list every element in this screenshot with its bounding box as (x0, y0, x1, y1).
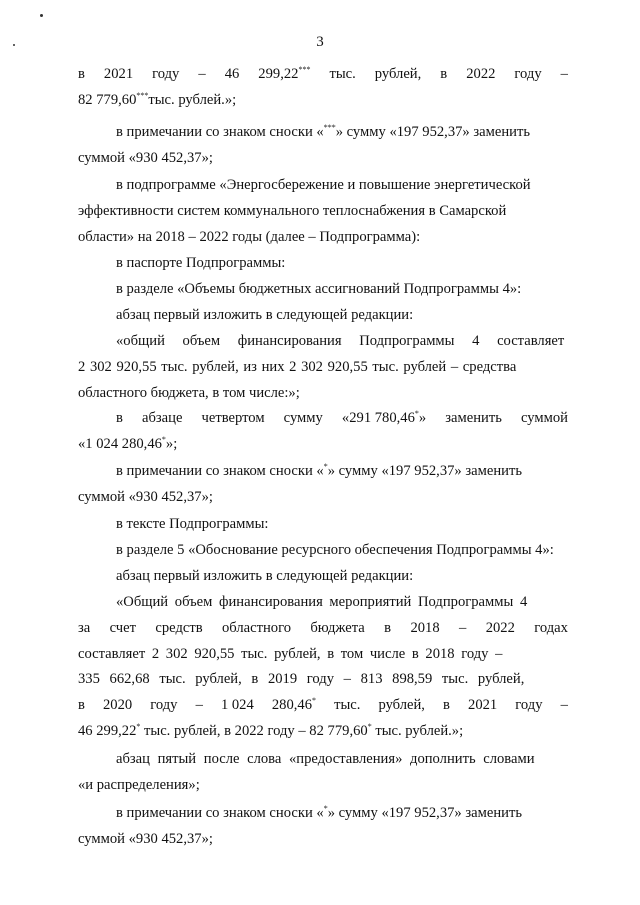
paragraph-first-line: в подпрограмме «Энергосбережение и повышение энергетической (116, 177, 531, 193)
paragraph-first-line: абзац пятый после слова «предоставления» дополнить словами (116, 751, 535, 767)
text-line: 2 302 920,55 тыс. рублей, из них 2 302 920,55 тыс. рублей – средства (78, 359, 517, 375)
paragraph-first-line: «общий объем финансирования Подпрограммы 4 составляет (116, 333, 565, 349)
text-line: за счет средств областного бюджета в 2018 – 2022 годах (78, 620, 568, 636)
footnote-mark: * (323, 462, 328, 471)
text-line: суммой «930 452,37»; (78, 489, 213, 505)
text-line: «и распределения»; (78, 777, 200, 793)
text-line: суммой «930 452,37»; (78, 831, 213, 847)
text-line: области» на 2018 – 2022 годы (далее – Подпрограмма): (78, 229, 421, 245)
text-line: в 2020 году – 1 024 280,46* тыс. рублей, в 2021 году – (78, 696, 568, 713)
paragraph-first-line: в разделе «Объемы бюджетных ассигнований Подпрограммы 4»: (116, 281, 522, 297)
footnote-mark: * (323, 804, 328, 813)
text-line: составляет 2 302 920,55 тыс. рублей, в том числе в 2018 году – (78, 646, 503, 662)
footnote-mark: *** (136, 91, 149, 100)
paragraph-first-line: в тексте Подпрограммы: (116, 516, 269, 532)
paragraph-first-line: в примечании со знаком сноски «***» сумму «197 952,37» заменить (116, 123, 530, 140)
text-line: эффективности систем коммунального теплоснабжения в Самарской (78, 203, 507, 219)
footnote-mark: * (161, 435, 166, 444)
text-line: 82 779,60***тыс. рублей.»; (78, 91, 237, 108)
scan-speck (40, 14, 43, 17)
footnote-mark: * (312, 696, 316, 705)
footnote-mark: * (136, 722, 141, 731)
text-line: «1 024 280,46*»; (78, 435, 178, 452)
paragraph-first-line: абзац первый изложить в следующей редакции: (116, 307, 414, 323)
paragraph-first-line: в разделе 5 «Обоснование ресурсного обеспечения Подпрограммы 4»: (116, 542, 554, 558)
text-line: суммой «930 452,37»; (78, 150, 213, 166)
text-line: 46 299,22* тыс. рублей, в 2022 году – 82 779,60* тыс. рублей.»; (78, 722, 464, 739)
paragraph-first-line: в паспорте Подпрограммы: (116, 255, 286, 271)
paragraph-first-line: «Общий объем финансирования мероприятий Подпрограммы 4 (116, 594, 528, 610)
footnote-mark: *** (298, 65, 311, 74)
footnote-mark: * (414, 409, 419, 418)
paragraph-first-line: абзац первый изложить в следующей редакции: (116, 568, 414, 584)
text-line: 335 662,68 тыс. рублей, в 2019 году – 813 898,59 тыс. рублей, (78, 671, 525, 687)
footnote-mark: * (367, 722, 372, 731)
paragraph-first-line: в примечании со знаком сноски «*» сумму «197 952,37» заменить (116, 462, 522, 479)
paragraph-first-line: в примечании со знаком сноски «*» сумму «197 952,37» заменить (116, 804, 522, 821)
page-number: 3 (316, 34, 324, 50)
text-line: в 2021 году – 46 299,22*** тыс. рублей, в 2022 году – (78, 65, 568, 82)
footnote-mark: *** (323, 123, 336, 132)
paragraph-first-line: в абзаце четвертом сумму «291 780,46*» заменить суммой (116, 409, 568, 426)
text-line: областного бюджета, в том числе:»; (78, 385, 300, 401)
